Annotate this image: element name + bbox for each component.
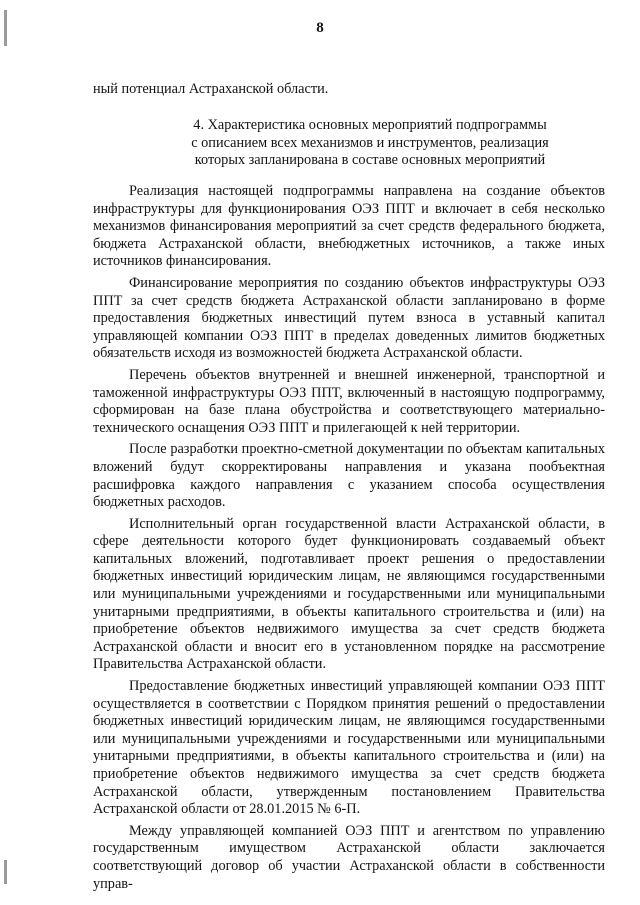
paragraph: Между управляющей компанией ОЭЗ ППТ и агентством по управлению государственным имуществом Астраханской области заключается соответствующий договор об участии Астраханской области в собственности управ- [93,822,605,892]
paragraph: После разработки проектно-сметной документации по объектам капитальных вложений будут скорректированы направления и указана пообъектная расшифровка каждого направления с указанием способа осуществления бюджетных расходов. [93,441,605,511]
section-heading [150,117,590,170]
paragraph: Финансирование мероприятия по созданию объектов инфраструктуры ОЭЗ ППТ за счет средств бюджета Астраханской области запланировано в форме предоставления бюджетных инвестиций путем взноса в уставный капитал управляющей компании ОЭЗ ППТ в пределах доведенных лимитов бюджетных обязательств исходя из возможностей бюджета Астраханской области. [93,274,605,362]
page-number: 8 [316,20,324,36]
paragraph: Перечень объектов внутренней и внешней инженерной, транспортной и таможенной инфраструктуры ОЭЗ ППТ, включенный в настоящую подпрограмму, сформирован на базе плана обустройства и соответствующего материально-технического оснащения ОЭЗ ППТ и прилегающей к ней территории. [93,366,605,436]
paragraph: Реализация настоящей подпрограммы направлена на создание объектов инфраструктуры для функционирования ОЭЗ ППТ и включает в себя несколько механизмов финансирования мероприятий за счет средств федерального бюджета, бюджета Астраханской области, внебюджетных источников, а также иных источников финансирования. [93,183,605,270]
section-heading-line: 4. Характеристика основных мероприятий подпрограммы [193,117,547,133]
lead-text: ный потенциал Астраханской области. [93,81,329,97]
scan-edge-mark [4,860,7,884]
section-heading-line: с описанием всех механизмов и инструментов, реализация [191,134,549,151]
body-text [93,183,605,897]
paragraph: Исполнительный орган государственной власти Астраханской области, в сфере деятельности которого будет функционировать создаваемый объект капитальных вложений, подготавливает проект решения о предоставлении бюджетных инвестиций юридическим лицам, не являющимся государственными или муниципальными учреждениями и государственными или муниципальными унитарными предприятиями, в объекты капитального строительства и (или) на приобретение объектов недвижимого имущества за счет средств бюджета Астраханской области и вносит его в установленном порядке на рассмотрение Правительства Астраханской области. [93,515,605,673]
paragraph: Предоставление бюджетных инвестиций управляющей компании ОЭЗ ППТ осуществляется в соответствии с Порядком принятия решений о предоставлении бюджетных инвестиций юридическим лицам, не являющимся государственными или муниципальными учреждениями и государственными или муниципальными унитарными предприятиями, в объекты капитального строительства и (или) на приобретение объектов недвижимого имущества за счет средств бюджета Астраханской области, утвержденным постановлением Правительства Астраханской области от 28.01.2015 № 6-П. [93,678,605,818]
section-heading-line: которых запланирована в составе основных мероприятий [194,152,546,168]
